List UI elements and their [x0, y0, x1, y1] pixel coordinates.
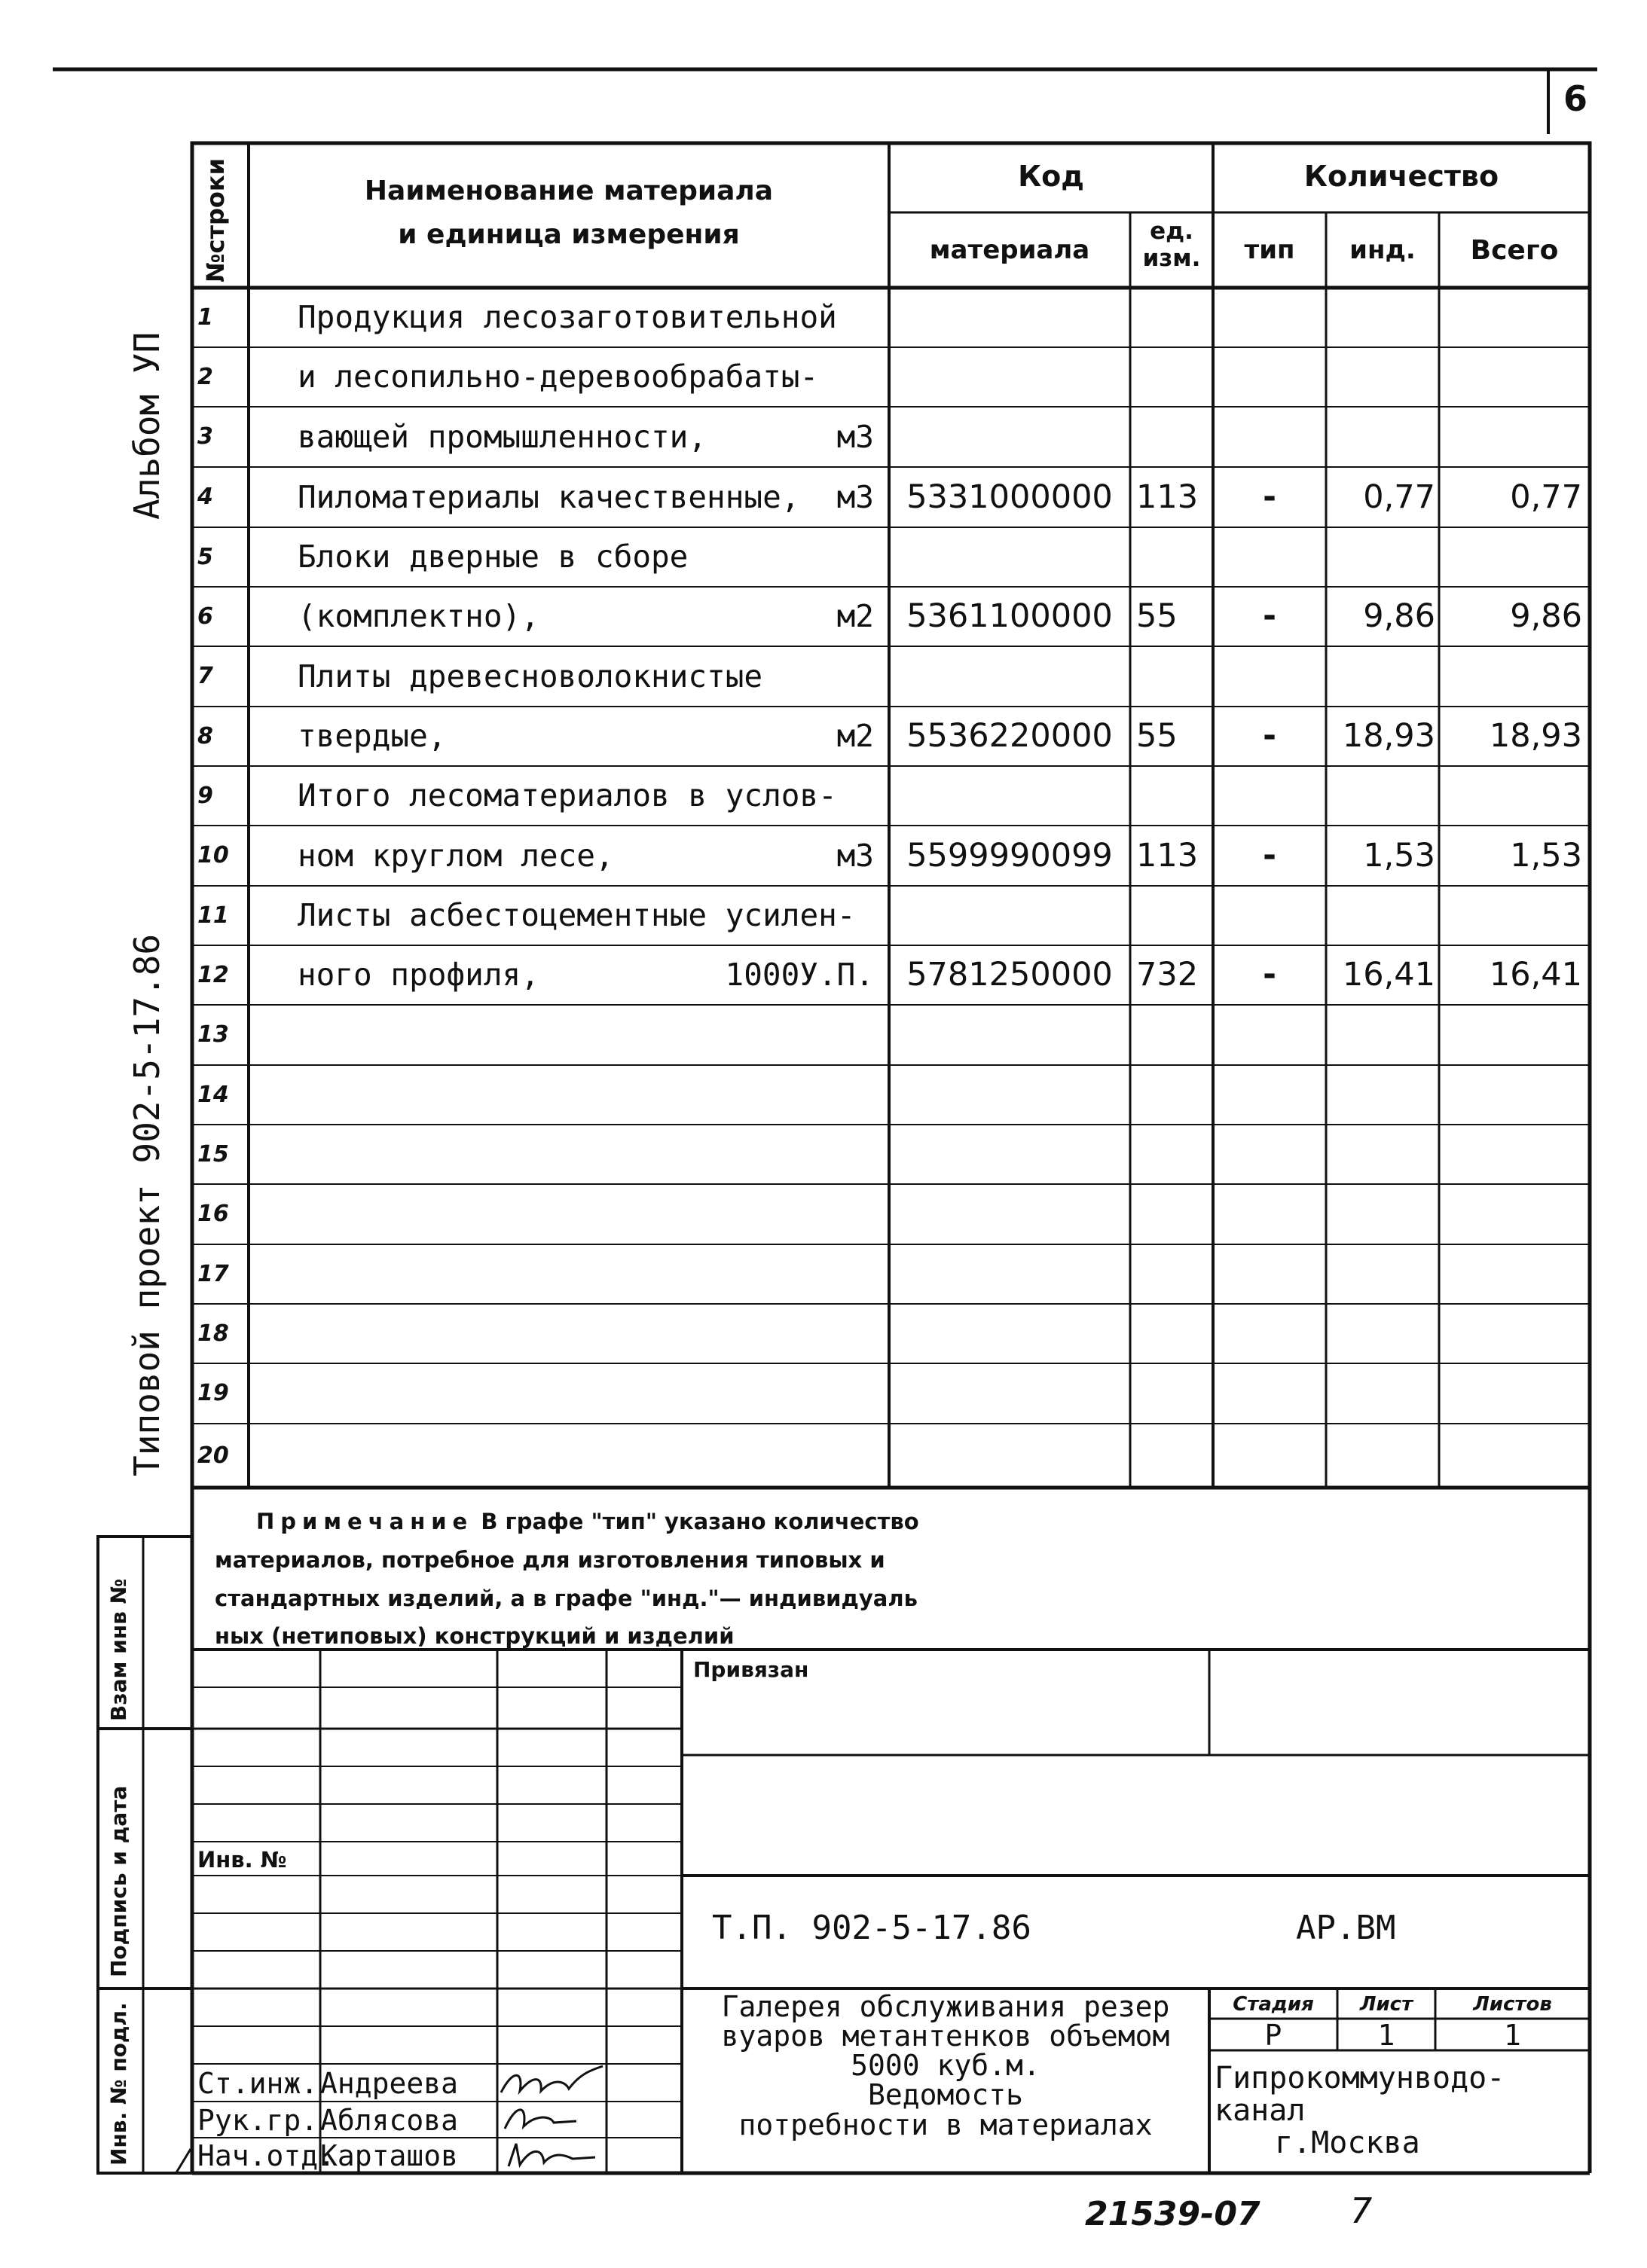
- qty-ind: [1326, 407, 1435, 467]
- qty-type: [1213, 407, 1326, 467]
- qty-type: [1213, 288, 1326, 347]
- qty-type: [1213, 1304, 1326, 1363]
- qty-type: [1213, 1244, 1326, 1304]
- material-name: ного профиля,: [298, 957, 539, 993]
- title-line-3: 5000 куб.м.: [851, 2049, 1040, 2083]
- material-unit: [678, 886, 874, 945]
- qty-ind: [1326, 1184, 1435, 1244]
- unit-code: [1136, 1005, 1212, 1065]
- material-unit: 1000У.П.: [725, 957, 874, 993]
- unit-code: [1136, 766, 1212, 826]
- staff-name-2: Аблясова: [320, 2104, 459, 2137]
- qty-type: [1213, 886, 1326, 945]
- qty-total: [1439, 1244, 1582, 1304]
- note-title: Примечание: [256, 1509, 474, 1534]
- staff-name-3: Карташов: [320, 2139, 459, 2172]
- signature-3: [497, 2136, 607, 2174]
- qty-total: [1439, 1005, 1582, 1065]
- material-name: Продукция лесозаготовительной: [298, 299, 837, 335]
- qty-total: [1439, 1184, 1582, 1244]
- material-code: [889, 886, 1130, 945]
- album-label: Альбом УП: [127, 331, 167, 520]
- org-line-2: канал: [1215, 2093, 1306, 2129]
- unit-code: 55: [1136, 717, 1178, 755]
- qty-total: [1439, 1065, 1582, 1125]
- qty-type: -: [1263, 597, 1276, 635]
- col-header-row-number: №строки: [201, 157, 230, 282]
- qty-ind: 0,77: [1363, 478, 1435, 516]
- qty-ind: [1326, 646, 1435, 707]
- row-number: 20: [197, 1442, 229, 1469]
- row-number: 1: [197, 304, 213, 331]
- qty-type: -: [1263, 717, 1276, 755]
- material-code: [889, 347, 1130, 407]
- sheet-number: 6: [1563, 78, 1588, 119]
- material-unit: [678, 1065, 874, 1125]
- material-name: ном круглом лесе,: [298, 838, 614, 874]
- row-number: 18: [197, 1320, 229, 1347]
- qty-type: [1213, 347, 1326, 407]
- note-line-1: В графе "тип" указано количество: [481, 1509, 919, 1534]
- material-code: 5536220000: [906, 717, 1113, 755]
- qty-ind: [1326, 1424, 1435, 1488]
- material-unit: [678, 1363, 874, 1424]
- material-code: [889, 1363, 1130, 1424]
- qty-ind: 9,86: [1363, 597, 1435, 635]
- material-unit: [678, 1125, 874, 1184]
- qty-total: 1,53: [1510, 837, 1582, 875]
- material-unit: [678, 1005, 874, 1065]
- row-number: 14: [197, 1082, 229, 1108]
- qty-type: -: [1263, 837, 1276, 875]
- material-unit: [678, 1244, 874, 1304]
- org-line-1: Гипрокоммунводо-: [1215, 2061, 1505, 2096]
- inv-no-label: Инв. №: [197, 1847, 287, 1873]
- title-line-5: потребности в материалах: [738, 2108, 1153, 2141]
- material-unit: м3: [836, 838, 874, 874]
- qty-type: [1213, 1424, 1326, 1488]
- staff-role-1: Ст.инж.: [197, 2067, 319, 2100]
- project-label: Типовой проект 902-5-17.86: [127, 933, 167, 1476]
- row-number: 15: [197, 1141, 229, 1168]
- unit-code: [1136, 347, 1212, 407]
- stage-value: Р: [1264, 2019, 1282, 2052]
- row-number: 5: [197, 544, 213, 570]
- qty-type: -: [1263, 478, 1276, 516]
- material-unit: [678, 288, 874, 347]
- material-code: [889, 1184, 1130, 1244]
- unit-code: [1136, 1184, 1212, 1244]
- qty-ind: [1326, 1304, 1435, 1363]
- material-name: вающей промышленности,: [298, 419, 707, 455]
- sheet-value: 1: [1377, 2019, 1395, 2052]
- qty-ind: [1326, 1363, 1435, 1424]
- col-header-qty-total: Всего: [1470, 235, 1559, 266]
- col-header-name: Наименование материала и единица измерения: [364, 176, 774, 250]
- material-name: Пиломатериалы качественные,: [298, 479, 800, 515]
- unit-code: 113: [1136, 478, 1199, 516]
- material-unit: [678, 527, 874, 587]
- title-line-2: вуаров метантенков объемом: [721, 2019, 1170, 2053]
- material-name: и лесопильно-деревообрабаты-: [298, 359, 819, 395]
- qty-ind: [1326, 1125, 1435, 1184]
- material-name: Итого лесоматериалов в услов-: [298, 777, 837, 813]
- staff-name-1: Андреева: [320, 2067, 459, 2100]
- qty-total: [1439, 288, 1582, 347]
- row-number: 19: [197, 1380, 229, 1406]
- row-number: 4: [197, 484, 213, 510]
- material-code: [889, 646, 1130, 707]
- material-code: [889, 766, 1130, 826]
- row-number: 7: [197, 663, 213, 689]
- qty-total: [1439, 407, 1582, 467]
- qty-type: -: [1263, 956, 1276, 994]
- qty-total: [1439, 347, 1582, 407]
- col-header-qty-ind: инд.: [1349, 235, 1416, 265]
- staff-role-2: Рук.гр.: [197, 2104, 319, 2137]
- qty-total: 9,86: [1510, 597, 1582, 635]
- signature-1: [497, 2062, 607, 2100]
- material-unit: м2: [836, 718, 874, 754]
- qty-ind: 1,53: [1363, 837, 1435, 875]
- material-unit: [678, 1424, 874, 1488]
- qty-total: [1439, 1125, 1582, 1184]
- row-number: 9: [197, 783, 213, 809]
- sheets-label: Листов: [1473, 1993, 1552, 2016]
- material-unit: [678, 1304, 874, 1363]
- material-name: Блоки дверные в сборе: [298, 539, 689, 575]
- material-unit: [678, 766, 874, 826]
- material-name: твердые,: [298, 718, 447, 754]
- privyazan-label: Привязан: [693, 1657, 809, 1682]
- unit-code: 732: [1136, 956, 1199, 994]
- signature-2: [497, 2100, 607, 2138]
- qty-type: [1213, 1125, 1326, 1184]
- qty-total: 18,93: [1489, 717, 1582, 755]
- col-header-qty-type: тип: [1244, 235, 1295, 265]
- material-name: Листы асбестоцементные усилен-: [298, 897, 856, 933]
- qty-total: [1439, 766, 1582, 826]
- qty-ind: [1326, 1005, 1435, 1065]
- material-unit: м3: [836, 479, 874, 515]
- material-code: 5331000000: [906, 478, 1113, 516]
- title-line-4: Ведомость: [868, 2078, 1023, 2112]
- unit-code: [1136, 527, 1212, 587]
- unit-code: [1136, 1424, 1212, 1488]
- organization: [1215, 2062, 1505, 2160]
- sheet-label: Лист: [1359, 1993, 1413, 2016]
- qty-type: [1213, 646, 1326, 707]
- material-code: 5599990099: [906, 837, 1113, 875]
- material-code: [889, 1125, 1130, 1184]
- org-line-3: г.Москва: [1275, 2126, 1420, 2161]
- unit-code: [1136, 1304, 1212, 1363]
- material-code: [889, 1424, 1130, 1488]
- qty-type: [1213, 1065, 1326, 1125]
- sheets-value: 1: [1504, 2019, 1521, 2052]
- note-line-4: ных (нетиповых) конструкций и изделий: [215, 1623, 735, 1650]
- side-inv-podl: Инв. № подл.: [106, 2002, 131, 2166]
- qty-ind: [1326, 288, 1435, 347]
- margin-tick: [172, 2145, 194, 2175]
- qty-type: [1213, 1005, 1326, 1065]
- unit-code: 113: [1136, 837, 1199, 875]
- note-block: [215, 1503, 919, 1656]
- unit-code: [1136, 407, 1212, 467]
- material-code: [889, 1304, 1130, 1363]
- material-code: [889, 1244, 1130, 1304]
- qty-ind: [1326, 1065, 1435, 1125]
- qty-total: [1439, 527, 1582, 587]
- material-code: [889, 1005, 1130, 1065]
- qty-total: [1439, 646, 1582, 707]
- qty-type: [1213, 1363, 1326, 1424]
- qty-total: 16,41: [1489, 956, 1582, 994]
- qty-total: [1439, 886, 1582, 945]
- material-code: 5361100000: [906, 597, 1113, 635]
- material-code: [889, 407, 1130, 467]
- note-line-2: материалов, потребное для изготовления типовых и: [215, 1546, 885, 1573]
- page-number: 7: [1350, 2190, 1373, 2231]
- qty-ind: [1326, 347, 1435, 407]
- archive-number: 21539-07: [1085, 2195, 1260, 2233]
- qty-type: [1213, 766, 1326, 826]
- unit-code: [1136, 1363, 1212, 1424]
- side-vzam-inv: Взам инв №: [106, 1578, 131, 1721]
- note-line-3: стандартных изделий, а в графе "инд."— индивидуаль: [215, 1585, 918, 1611]
- document-mark: АР.ВМ: [1296, 1909, 1396, 1947]
- qty-ind: [1326, 886, 1435, 945]
- designation: Т.П. 902-5-17.86: [712, 1909, 1031, 1947]
- unit-code: [1136, 646, 1212, 707]
- material-unit: [678, 347, 874, 407]
- row-number: 10: [197, 842, 229, 868]
- qty-total: [1439, 1424, 1582, 1488]
- row-number: 8: [197, 723, 213, 749]
- row-number: 11: [197, 902, 229, 929]
- stage-label: Стадия: [1233, 1993, 1314, 2016]
- qty-ind: 16,41: [1342, 956, 1435, 994]
- row-number: 3: [197, 423, 213, 450]
- col-header-code-unit: ед. изм.: [1142, 218, 1201, 272]
- qty-ind: [1326, 766, 1435, 826]
- unit-code: [1136, 1244, 1212, 1304]
- unit-code: [1136, 1065, 1212, 1125]
- qty-total: [1439, 1363, 1582, 1424]
- material-unit: м3: [836, 419, 874, 455]
- qty-ind: [1326, 527, 1435, 587]
- row-number: 17: [197, 1261, 229, 1287]
- staff-role-3: Нач.отд.: [197, 2139, 336, 2172]
- qty-total: 0,77: [1510, 478, 1582, 516]
- qty-type: [1213, 527, 1326, 587]
- material-unit: м2: [836, 598, 874, 634]
- col-header-quantity: Количество: [1303, 160, 1499, 193]
- row-number: 13: [197, 1021, 229, 1048]
- unit-code: [1136, 288, 1212, 347]
- material-code: [889, 1065, 1130, 1125]
- row-number: 16: [197, 1201, 229, 1227]
- material-code: [889, 527, 1130, 587]
- unit-code: 55: [1136, 597, 1178, 635]
- qty-type: [1213, 1184, 1326, 1244]
- material-code: [889, 288, 1130, 347]
- side-podpis-data: Подпись и дата: [106, 1785, 131, 1977]
- material-code: 5781250000: [906, 956, 1113, 994]
- material-unit: [678, 646, 874, 707]
- material-unit: [678, 1184, 874, 1244]
- qty-ind: [1326, 1244, 1435, 1304]
- qty-ind: 18,93: [1342, 717, 1435, 755]
- material-name: Плиты древесноволокнистые: [298, 658, 763, 694]
- unit-code: [1136, 886, 1212, 945]
- row-number: 12: [197, 962, 229, 988]
- document-title: [682, 1992, 1209, 2140]
- unit-code: [1136, 1125, 1212, 1184]
- title-line-1: Галерея обслуживания резер: [721, 1990, 1170, 2023]
- row-number: 2: [197, 364, 213, 390]
- col-header-code-material: материала: [929, 235, 1090, 265]
- qty-total: [1439, 1304, 1582, 1363]
- col-header-code: Код: [1018, 160, 1084, 193]
- material-name: (комплектно),: [298, 598, 539, 634]
- row-number: 6: [197, 603, 213, 630]
